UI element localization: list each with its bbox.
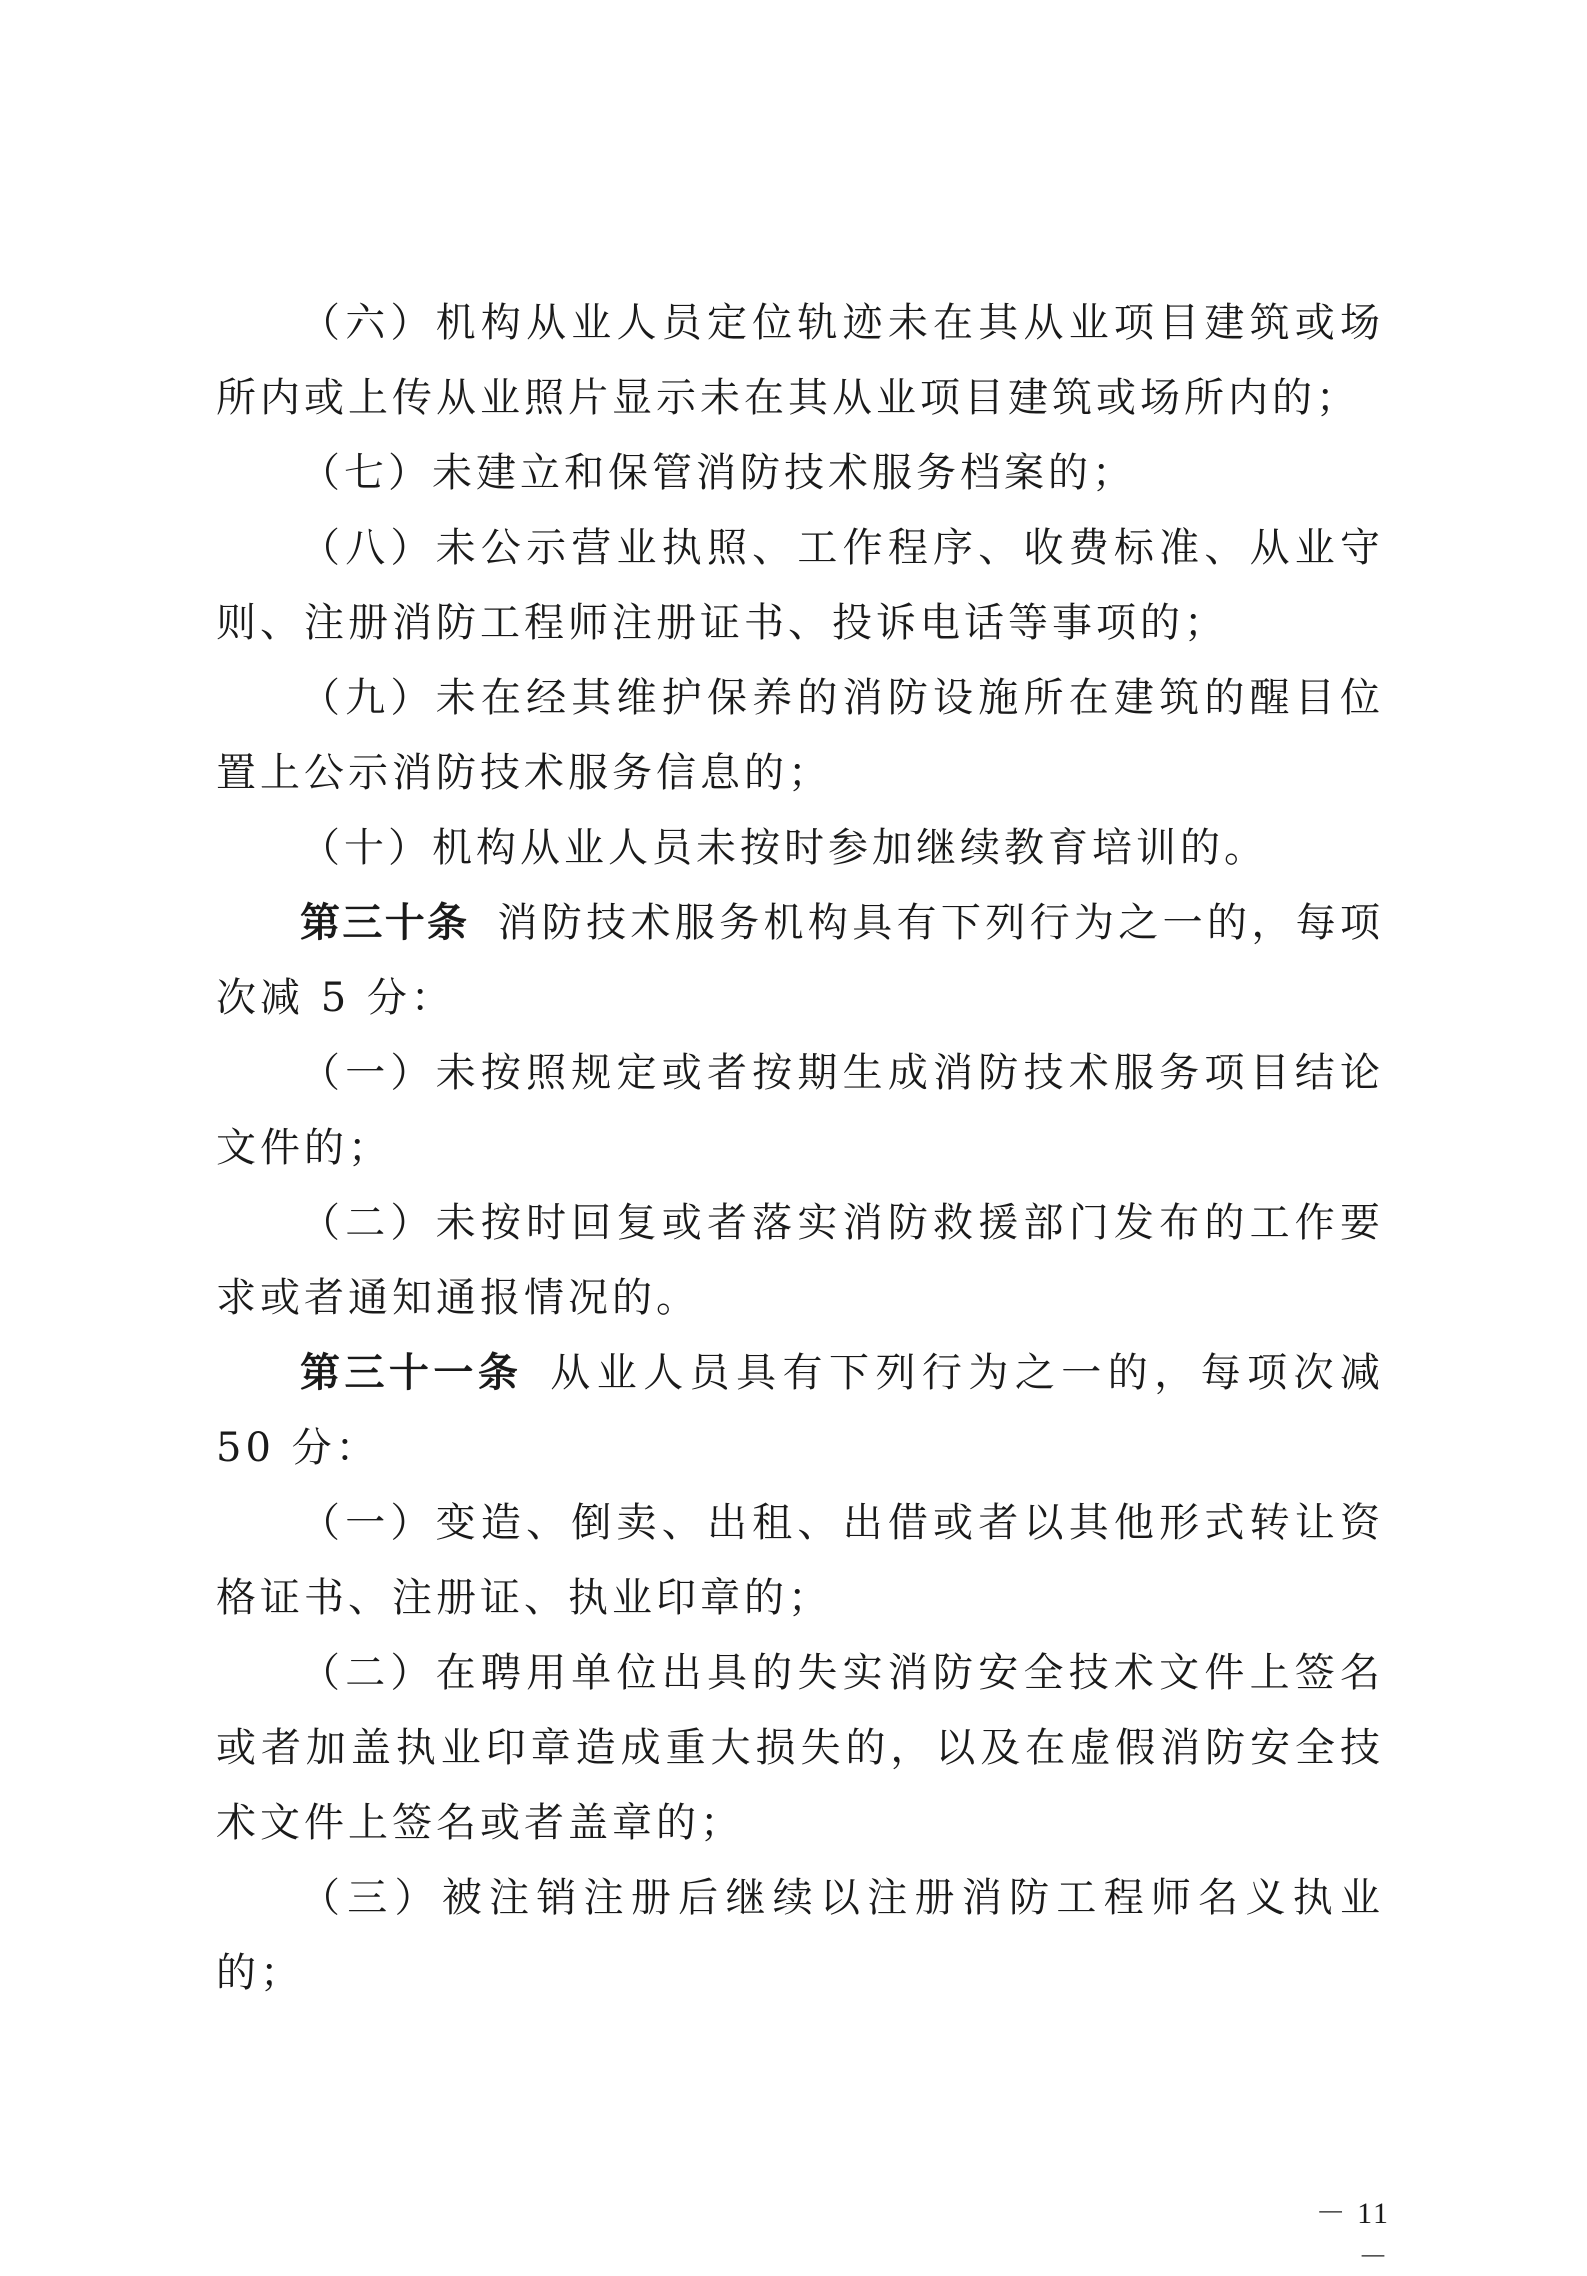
paragraph-item-31-2 xyxy=(216,1636,1384,1861)
paragraph-text: 消防技术服务机构具有下列行为之一的，每项次减 5 分： xyxy=(216,900,1385,1021)
paragraph-text: 从业人员具有下列行为之一的，每项次减 50 分： xyxy=(216,1350,1385,1471)
paragraph-item-30-2 xyxy=(216,1186,1384,1336)
paragraph-text: （六）机构从业人员定位轨迹未在其从业项目建筑或场所内或上传从业照片显示未在其从业项目建筑或场所内的； xyxy=(216,300,1384,421)
paragraph-item-31-3 xyxy=(216,1861,1384,2011)
paragraph-text: （一）未按照规定或者按期生成消防技术服务项目结论文件的； xyxy=(216,1050,1384,1171)
paragraph-text: （十）机构从业人员未按时参加继续教育培训的。 xyxy=(300,825,1268,871)
paragraph-item-7 xyxy=(216,436,1384,511)
paragraph-item-8 xyxy=(216,511,1384,661)
paragraph-text: （七）未建立和保管消防技术服务档案的； xyxy=(300,450,1136,496)
article-heading: 第三十条 xyxy=(300,900,470,946)
article-heading: 第三十一条 xyxy=(300,1350,523,1396)
paragraph-text: （二）未按时回复或者落实消防救援部门发布的工作要求或者通知通报情况的。 xyxy=(216,1200,1384,1321)
paragraph-text: （九）未在经其维护保养的消防设施所在建筑的醒目位置上公示消防技术服务信息的； xyxy=(216,675,1384,796)
page-number: － 11 － xyxy=(1315,2197,1390,2274)
paragraph-item-30-1 xyxy=(216,1036,1384,1186)
paragraph-item-31-1 xyxy=(216,1486,1384,1636)
paragraph-item-6 xyxy=(216,286,1384,436)
paragraph-item-10 xyxy=(216,811,1384,886)
paragraph-text: （八）未公示营业执照、工作程序、收费标准、从业守则、注册消防工程师注册证书、投诉电话等事项的； xyxy=(216,525,1384,646)
article-31 xyxy=(216,1336,1384,1486)
document-body xyxy=(216,286,1384,2011)
paragraph-text: （二）在聘用单位出具的失实消防安全技术文件上签名或者加盖执业印章造成重大损失的，以及在虚假消防安全技术文件上签名或者盖章的； xyxy=(216,1650,1384,1846)
paragraph-text: （一）变造、倒卖、出租、出借或者以其他形式转让资格证书、注册证、执业印章的； xyxy=(216,1500,1384,1621)
paragraph-item-9 xyxy=(216,661,1384,811)
paragraph-text: （三）被注销注册后继续以注册消防工程师名义执业的； xyxy=(216,1875,1384,1996)
article-30 xyxy=(216,886,1384,1036)
